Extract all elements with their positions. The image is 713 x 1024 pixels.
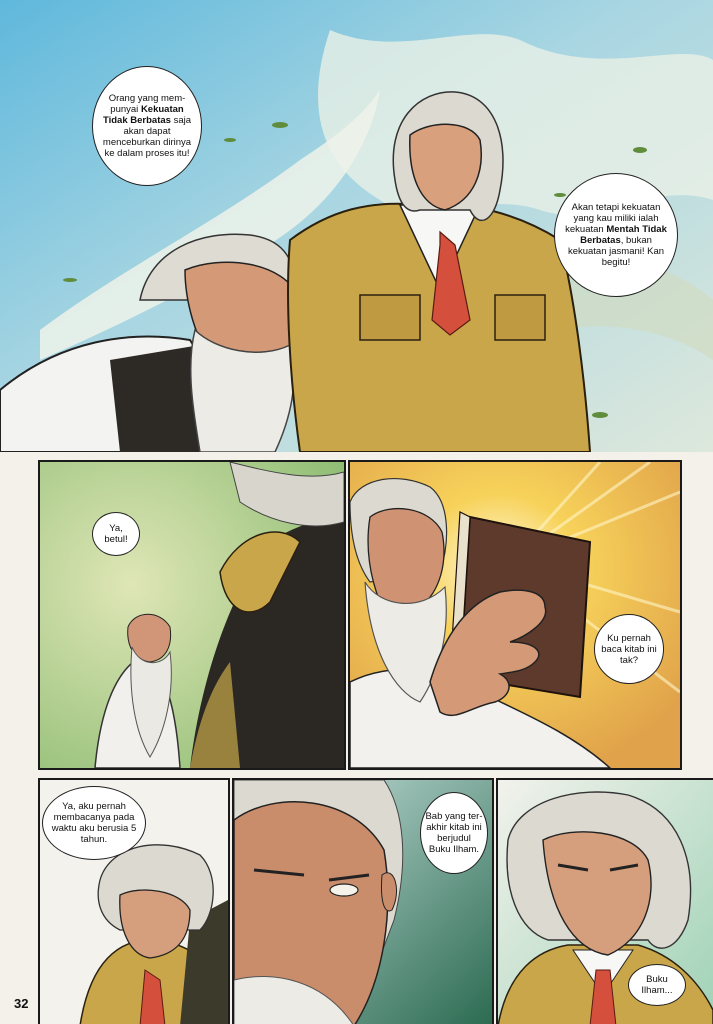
panel-5 [232, 778, 494, 1024]
bubble-text: Ya, aku pernah membacanya pada waktu aku berusia 5 tahun. [51, 801, 137, 845]
speech-bubble-ya-betul [92, 512, 140, 556]
speech-bubble-orang [92, 66, 202, 186]
panel-3 [348, 460, 682, 770]
panel-6 [496, 778, 713, 1024]
speech-bubble-ya-aku-pernah [42, 786, 146, 860]
bubble-text: Orang yang mem- punyai Kekuatan Tidak Berbatas saja akan dapat menceburkan dirinya ke dalam proses itu! [102, 93, 192, 159]
bubble-text: Buku Ilham... [641, 974, 673, 996]
bubble-text: Ya, betul! [104, 523, 128, 545]
panel-1 [0, 0, 713, 452]
panel-2-art [40, 462, 344, 768]
bubble-text: Bab yang ter- akhir kitab ini berjudul Buku Ilham. [425, 811, 483, 855]
panel-2 [38, 460, 346, 770]
panel-4 [38, 778, 230, 1024]
page-number: 32 [14, 996, 29, 1011]
speech-bubble-buku-ilham [628, 964, 686, 1006]
bubble-text: Akan tetapi kekuatan yang kau miliki ialah kekuatan Mentah Tidak Berbatas, bukan kekuatan jasmani! Kan begitu! [565, 202, 667, 268]
speech-bubble-ku-pernah [594, 614, 664, 684]
speech-bubble-bab [420, 792, 488, 874]
speech-bubble-akan [554, 173, 678, 297]
bubble-text: Ku pernah baca kitab ini tak? [601, 632, 657, 666]
